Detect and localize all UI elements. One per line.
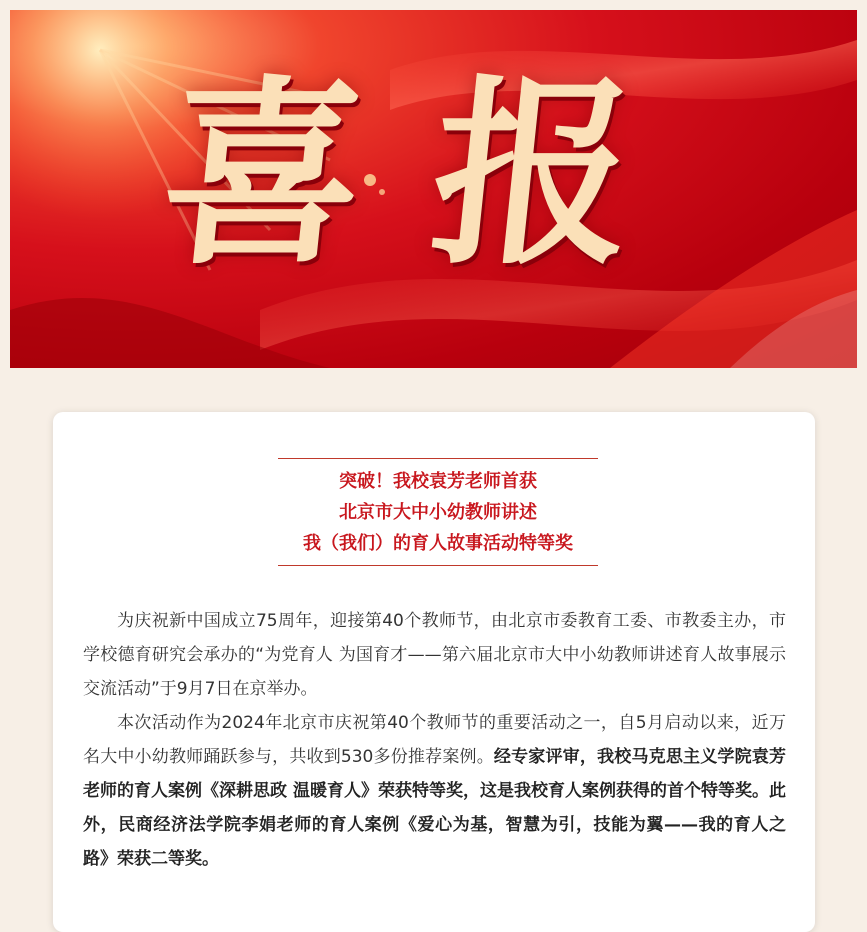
title-line-2: 北京市大中小幼教师讲述 xyxy=(339,502,537,523)
article-title xyxy=(278,458,598,566)
article-body xyxy=(83,604,786,876)
headline-xibao: 喜报 xyxy=(151,57,716,292)
title-line-3: 我（我们）的育人故事活动特等奖 xyxy=(303,533,573,554)
title-line-1: 突破！我校袁芳老师首获 xyxy=(339,471,537,492)
paragraph-2 xyxy=(83,706,786,876)
paragraph-2-bold: 经专家评审，我校马克思主义学院袁芳老师的育人案例《深耕思政 温暖育人》荣获特等奖，这是我校育人案例获得的首个特等奖。此外，民商经济法学院李娟老师的育人案例《爱心为基，智慧为引，技能为翼——我的育人之路》荣获二等奖。 xyxy=(83,747,787,869)
header-banner xyxy=(10,10,857,368)
paragraph-1: 为庆祝新中国成立75周年，迎接第40个教师节，由北京市委教育工委、市教委主办，市学校德育研究会承办的“为党育人 为国育才——第六届北京市大中小幼教师讲述育人故事展示交流活动”于9月7日在京举办。 xyxy=(83,611,786,699)
paragraph-2-text: 本次活动作为2024年北京市庆祝第40个教师节的重要活动之一，自5月启动以来，近万名大中小幼教师踊跃参与，共收到530多份推荐案例。 xyxy=(83,713,786,767)
